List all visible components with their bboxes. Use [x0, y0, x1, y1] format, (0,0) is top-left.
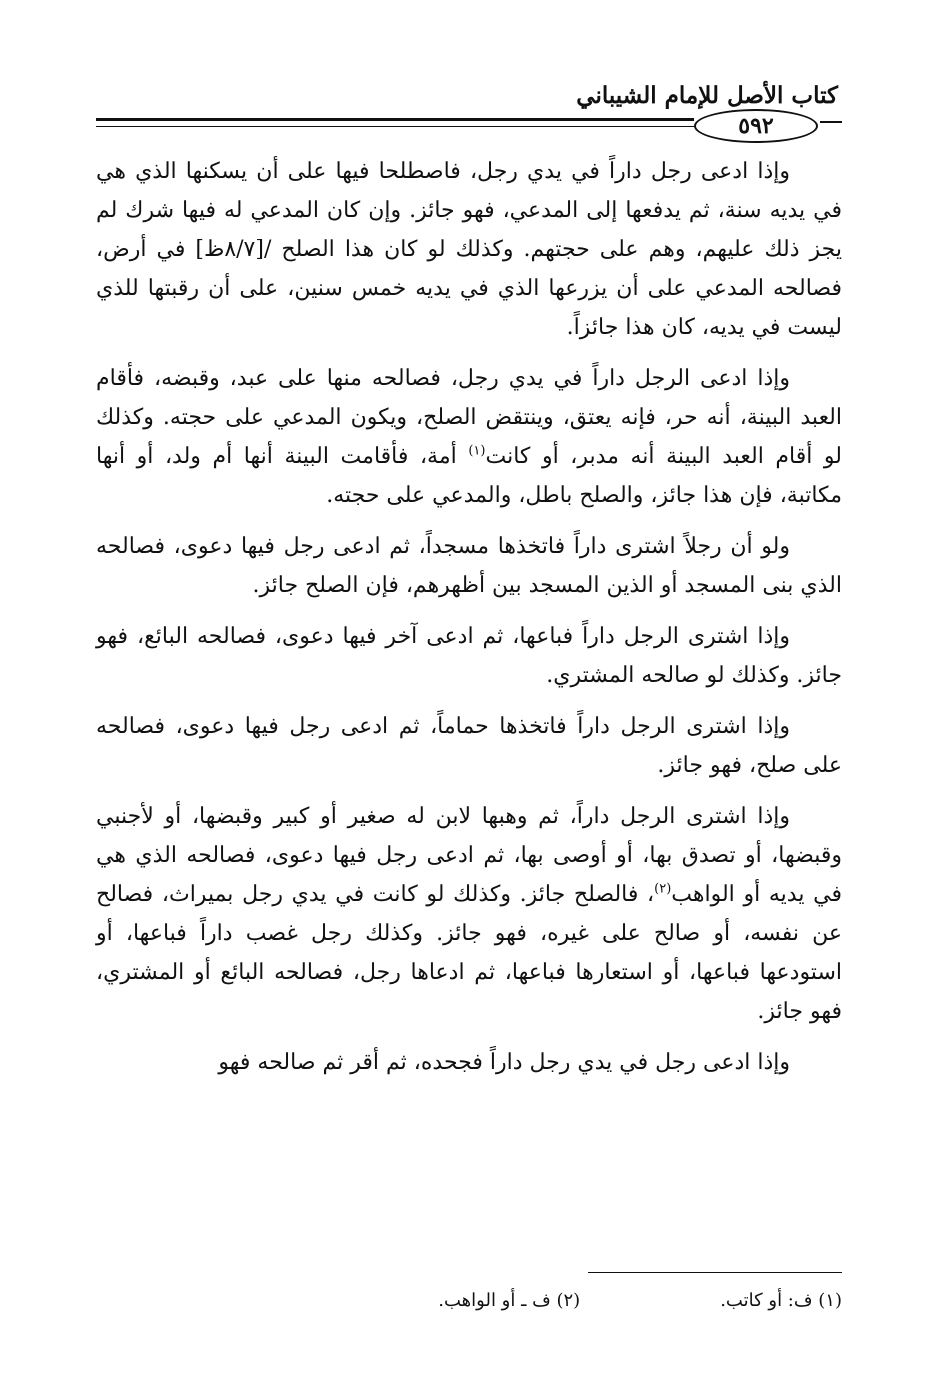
footnotes: [96, 1290, 842, 1311]
paragraph-7: وإذا ادعى رجل في يدي رجل داراً فجحده، ثم أقر ثم صالحه فهو: [218, 1050, 790, 1075]
page-number: ٥٩٢: [694, 109, 818, 143]
paragraph-2: [96, 359, 842, 515]
running-header-title: كتاب الأصل للإمام الشيباني: [576, 82, 838, 109]
paragraph-6: [96, 797, 842, 1031]
footnote-2: [438, 1290, 580, 1311]
paragraph-2-part-1: وإذا ادعى الرجل داراً في يدي رجل، فصالحه منها على عبد، وقبضه، فأقام العبد البينة، أنه حر، فإنه يعتق، وينتقض الصلح، ويكون المدعي على حجته. وكذلك لو أقام العبد البينة أنه مدبر، أو كانت: [96, 366, 842, 469]
header-rule-right: [820, 121, 842, 123]
footnote-1-text: ف: أو كاتب.: [720, 1290, 813, 1311]
paragraph-2-part-2: أمة، فأقامت البينة أنها أم ولد، أو أنها مكاتبة، فإن هذا جائز، والصلح باطل، والمدعي على حجته.: [96, 444, 842, 508]
main-text: [96, 152, 842, 1094]
paragraph-6-part-2: ، فالصلح جائز. وكذلك لو كانت في يدي رجل بميراث، فصالح عن نفسه، أو صالح على غيره، فهو جائز. وكذلك رجل غصب داراً فباعها، أو استودعها فباعها، أو استعارها فباعها، ثم ادعاها رجل، فصالحه البائع أو المشتري، فهو جائز.: [96, 882, 842, 1024]
paragraph-6-part-1: وإذا اشترى الرجل داراً، ثم وهبها لابن له صغير أو كبير وقبضها، أو لأجنبي وقبضها، أو تصدق بها، أو أوصى بها، ثم ادعى رجل فيها دعوى، فصالحه الذي هي في يديه أو الواهب: [96, 804, 843, 907]
header-rule: [96, 118, 694, 121]
footnote-ref-1: (١): [468, 443, 486, 459]
footnote-2-text: ف ـ أو الواهب.: [438, 1290, 551, 1311]
footnote-1: [720, 1290, 842, 1311]
footnote-rule: [588, 1272, 842, 1273]
footnote-1-number: (١): [818, 1290, 842, 1311]
header-rule-thin: [96, 126, 694, 127]
paragraph-4: وإذا اشترى الرجل داراً فباعها، ثم ادعى آخر فيها دعوى، فصالحه البائع، فهو جائز. وكذلك لو صالحه المشتري.: [96, 624, 842, 688]
paragraph-1: وإذا ادعى رجل داراً في يدي رجل، فاصطلحا فيها على أن يسكنها الذي هي في يديه سنة، ثم يدفعها إلى المدعي، فهو جائز. وإن كان المدعي له فيها شرك لم يجز ذلك عليهم، وهم على حجتهم. وكذلك لو كان هذا الصلح /[٨/٧ظ] في أرض، فصالحه المدعي على أن يزرعها الذي في يديه خمس سنين، على أن رقبتها للذي ليست في يديه، كان هذا جائزاً.: [96, 159, 843, 340]
paragraph-5: وإذا اشترى الرجل داراً فاتخذها حماماً، ثم ادعى رجل فيها دعوى، فصالحه على صلح، فهو جائز.: [96, 714, 842, 778]
paragraph-3: ولو أن رجلاً اشترى داراً فاتخذها مسجداً، ثم ادعى رجل فيها دعوى، فصالحه الذي بنى المسجد أو الذين المسجد بين أظهرهم، فإن الصلح جائز.: [96, 534, 842, 598]
footnote-2-number: (٢): [556, 1290, 581, 1311]
footnote-ref-2: (٢): [654, 881, 672, 897]
